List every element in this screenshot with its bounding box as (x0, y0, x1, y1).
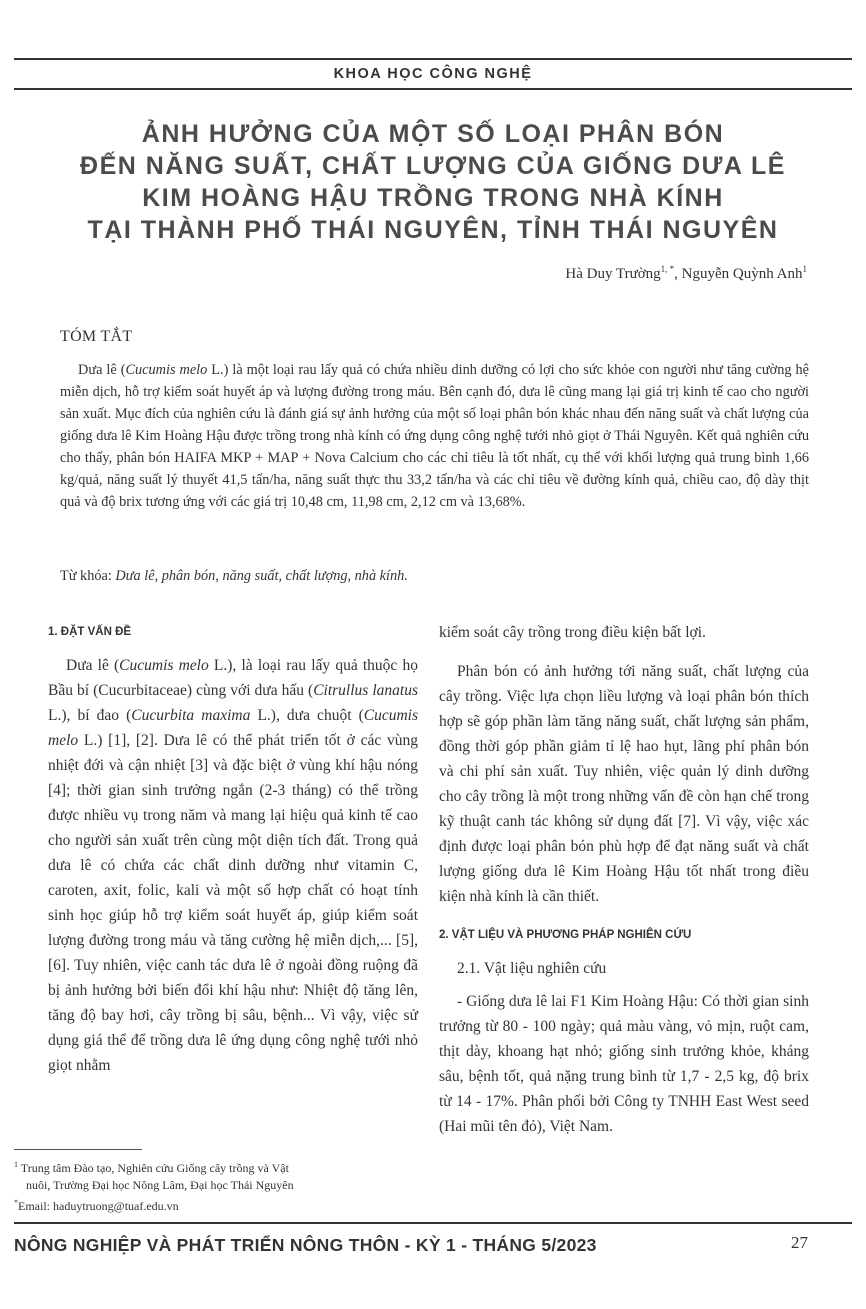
footnote-mark: 1 (14, 1160, 18, 1169)
footnote-mark: * (14, 1198, 18, 1207)
title-line: KIM HOÀNG HẬU TRỒNG TRONG NHÀ KÍNH (142, 184, 724, 212)
abstract-text-part: L.) là một loại rau lấy quả có chứa nhiều dinh dưỡng có lợi cho sức khỏe con người như tăng cường hệ miễn dịch, hỗ trợ kiểm soát huyết áp và lượng đường trong máu. Bên cạnh đó, dưa lê cũng mang lại giá trị kinh tế cao cho người sản xuất. Mục đích của nghiên cứu là đánh giá sự ảnh hưởng của một số loại phân bón khác nhau đến năng suất và chất lượng của giống dưa lê Kim Hoàng Hậu được trồng trong nhà kính có ứng dụng công nghệ tưới nhỏ giọt ở Thái Nguyên. Kết quả nghiên cứu cho thấy, phân bón HAIFA MKP + MAP + Nova Calcium cho các chỉ tiêu là tốt nhất, cụ thể với khối lượng quả trung bình 1,66 kg/quả, năng suất lý thuyết 41,5 tấn/ha, năng suất thực thu 33,2 tấn/ha và các chỉ tiêu về đường kính quả, chiều cao, độ dày thịt quả và độ brix tương ứng với các giá trị 10,48 cm, 11,98 cm, 2,12 cm và 13,68%. (60, 362, 809, 510)
title-line: ẢNH HƯỞNG CỦA MỘT SỐ LOẠI PHÂN BÓN (141, 120, 725, 148)
scientific-name: Citrullus lanatus (313, 682, 418, 699)
paragraph: - Giống dưa lê lai F1 Kim Hoàng Hậu: Có thời gian sinh trưởng từ 80 - 100 ngày; quả màu vàng, vỏ mịn, ruột cam, thịt dày, khoang hạt nhỏ; giống sinh trưởng khỏe, kháng sâu, bệnh tốt, quả nặng trung bình từ 1,7 - 2,5 kg, độ brix từ 14 - 17%. Phân phối bởi Công ty TNHH East West seed (Hai mũi tên đỏ), Việt Nam. (439, 993, 809, 1135)
page-number: 27 (791, 1233, 808, 1252)
subsection-heading: 2.1. Vật liệu nghiên cứu (457, 960, 607, 977)
paragraph: Phân bón có ảnh hưởng tới năng suất, chất lượng của cây trồng. Việc lựa chọn liều lượng và loại phân bón thích hợp sẽ góp phần làm tăng năng suất, chất lượng sản phẩm, đồng thời góp phần giảm tỉ lệ hao hụt, lãng phí phân bón và chi phí sản xuất. Tuy nhiên, việc quản lý dinh dưỡng cho cây trồng là một trong những vấn đề còn hạn chế trong kỹ thuật canh tác không sử dụng đất [7]. Vì vậy, việc xác định được loại phân bón phù hợp để đạt năng suất và chất lượng giống dưa lê Kim Hoàng Hậu tốt nhất trong điều kiện nhà kính là cần thiết. (439, 663, 809, 905)
footer-rule (14, 1222, 852, 1224)
footnote-affiliation (14, 1156, 414, 1177)
author-list (565, 264, 807, 283)
scientific-name: Cucumis melo (48, 707, 419, 749)
author-name: Hà Duy Trường (565, 266, 661, 282)
abstract-text (60, 359, 809, 513)
author-affiliation-mark: 1 (802, 264, 807, 274)
author-separator: , (674, 266, 682, 282)
scientific-name: Cucurbita maxima (131, 707, 251, 724)
keywords (60, 568, 809, 585)
footnotes (14, 1156, 414, 1215)
scientific-name: Cucumis melo (119, 657, 209, 674)
author-affiliation-mark: 1, * (660, 264, 675, 274)
abstract-heading: TÓM TẮT (60, 328, 133, 345)
article-title (20, 118, 846, 246)
title-line: TẠI THÀNH PHỐ THÁI NGUYÊN, TỈNH THÁI NGUYÊN (87, 216, 779, 244)
scientific-name: Cucumis melo (125, 362, 208, 378)
paragraph-text: Dưa lê ( (66, 657, 120, 674)
footnote-text: Email: haduytruong@tuaf.edu.vn (18, 1199, 179, 1213)
abstract-text-part: Dưa lê ( (78, 362, 126, 378)
paragraph-text: L.), bí đao ( (48, 707, 132, 724)
author-name: Nguyễn Quỳnh Anh (681, 266, 803, 282)
journal-section-label: KHOA HỌC CÔNG NGHỆ (333, 66, 533, 82)
title-line: ĐẾN NĂNG SUẤT, CHẤT LƯỢNG CỦA GIỐNG DƯA LÊ (80, 152, 786, 180)
paragraph-text: L.) [1], [2]. Dưa lê có thể phát triển tốt ở các vùng nhiệt đới và cận nhiệt [3] và đặc biệt ở vùng khí hậu nóng [4]; thời gian sinh trưởng ngắn (2-3 tháng) có thể trồng được nhiều vụ trong năm và mang lại hiệu quả kinh tế cao cho người sản xuất trên cùng một diện tích đất. Trong quả dưa lê có chứa các chất dinh dưỡng như vitamin C, caroten, axit, folic, kali và một số hợp chất có hoạt tính sinh học giúp hỗ trợ kiểm soát huyết áp, giúp kiểm soát lượng đường trong máu và tăng cường hệ miễn dịch,... [5], [6]. Tuy nhiên, việc canh tác dưa lê ở ngoài đồng ruộng đã bị ảnh hưởng bởi biến đổi khí hậu như: Nhiệt độ tăng lên, tăng độ bay hơi, cây trồng bị sâu, bệnh... Vì vậy, việc sử dụng giá thể để trồng dưa lê ứng dụng công nghệ tưới nhỏ giọt nhằm (48, 732, 418, 1074)
footnote-text: Trung tâm Đào tạo, Nghiên cứu Giống cây trồng và Vật (18, 1161, 289, 1175)
section-heading: 2. VẬT LIỆU VÀ PHƯƠNG PHÁP NGHIÊN CỨU (439, 929, 692, 941)
paragraph-continuation: kiểm soát cây trồng trong điều kiện bất lợi. (439, 624, 706, 641)
keywords-list: Dưa lê, phân bón, năng suất, chất lượng, nhà kính. (115, 568, 408, 584)
paragraph (48, 653, 418, 1078)
section-heading: 1. ĐẶT VẤN ĐỀ (48, 626, 132, 638)
keywords-label: Từ khóa: (60, 568, 116, 584)
left-column (48, 620, 418, 1078)
header-bottom-rule (14, 88, 852, 90)
right-column (439, 620, 809, 1139)
paragraph-text: L.), dưa chuột ( (250, 707, 364, 724)
footnote-affiliation-cont: nuôi, Trường Đại học Nông Lâm, Đại học Thái Nguyên (26, 1178, 294, 1192)
journal-footer: NÔNG NGHIỆP VÀ PHÁT TRIỂN NÔNG THÔN - KỲ 1 - THÁNG 5/2023 (14, 1235, 597, 1255)
footnote-rule (14, 1149, 142, 1150)
footnote-email (14, 1194, 414, 1215)
paragraph-text: L.), là loại rau lấy quả thuộc họ Bầu bí (Cucurbitaceae) cùng với dưa hấu ( (48, 657, 418, 699)
